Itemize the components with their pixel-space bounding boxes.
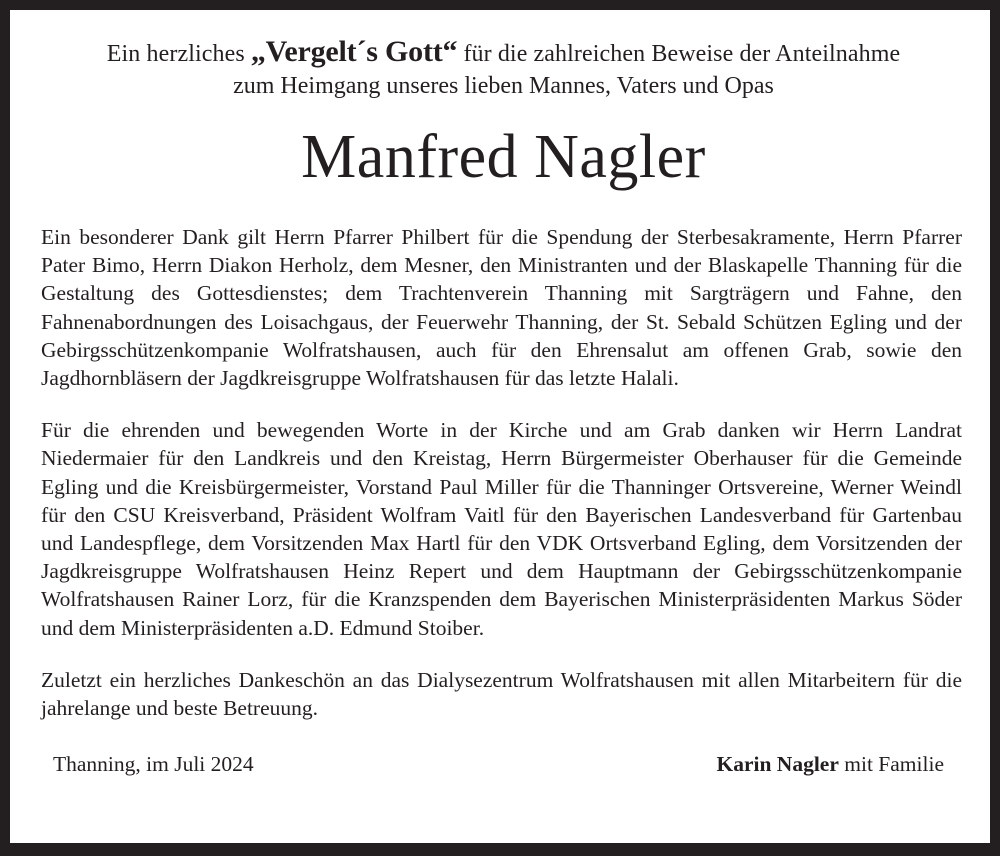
border-bottom (0, 843, 1000, 856)
thanks-paragraph-2: Für die ehrenden und bewegenden Worte in der Kirche und am Grab danken wir Herrn Landrat Niedermaier für den Landkreis und den Kreistag, Herrn Bürgermeister Oberhauser für die Gemeinde Egling und die Kreisbürgermeister, Vorstand Paul Miller für die Thanninger Ortsvereine, Werner Weindl für den CSU Kreisverband, Präsident Wolfram Vaitl für den Bayerischen Landesverband für Gartenbau und Landespflege, dem Vorsitzenden Max Hartl für den VDK Ortsverband Egling, dem Vorsitzenden der Jagdkreisgruppe Wolfratshausen Heinz Repert und dem Hauptmann der Gebirgsschützenkompanie Wolfratshausen Rainer Lorz, für die Kranzspenden dem Bayerischen Ministerpräsidenten Markus Söder und dem Ministerpräsidenten a.D. Edmund Stoiber. (41, 418, 962, 640)
border-left (0, 0, 10, 856)
border-top (0, 0, 1000, 10)
headline-quoted-phrase: „Vergelt´s Gott“ (250, 35, 458, 68)
notice-content (10, 10, 990, 843)
thanks-paragraph-1: Ein besonderer Dank gilt Herrn Pfarrer Philbert für die Spendung der Sterbesakramente, Herrn Pfarrer Pater Bimo, Herrn Diakon Herholz, dem Mesner, den Ministranten und der Blaskapelle Thanning für die Gestaltung des Gottesdienstes; dem Trachtenverein Thanning mit Sargträgern und Fahne, den Fahnenabordnungen des Loisachgaus, der Feuerwehr Thanning, der St. Sebald Schützen Egling und der Gebirgsschützenkompanie Wolfratshausen, auch für den Ehrensalut am offenen Grab, sowie den Jagdhornbläsern der Jagdkreisgruppe Wolfratshausen für das letzte Halali. (41, 225, 962, 391)
headline-suffix: für die zahlreichen Beweise der Anteilnahme (457, 41, 901, 67)
signer-name: Karin Nagler (716, 752, 839, 777)
headline-line-1 (41, 37, 966, 69)
signer-suffix: mit Familie (838, 752, 944, 777)
border-right (990, 0, 1000, 856)
notice-footer (41, 750, 966, 778)
deceased-name: Manfred Nagler (301, 123, 706, 191)
place-and-date: Thanning, im Juli 2024 (53, 752, 254, 777)
signature (716, 750, 962, 778)
thanks-paragraph-3: Zuletzt ein herzliches Dankeschön an das Dialysezentrum Wolfratshausen mit allen Mitarbeitern für die jahrelange und beste Betreuung. (41, 667, 962, 721)
headline-prefix: Ein herzliches (106, 41, 251, 67)
headline-line-2: zum Heimgang unseres lieben Mannes, Vaters und Opas (233, 73, 774, 99)
